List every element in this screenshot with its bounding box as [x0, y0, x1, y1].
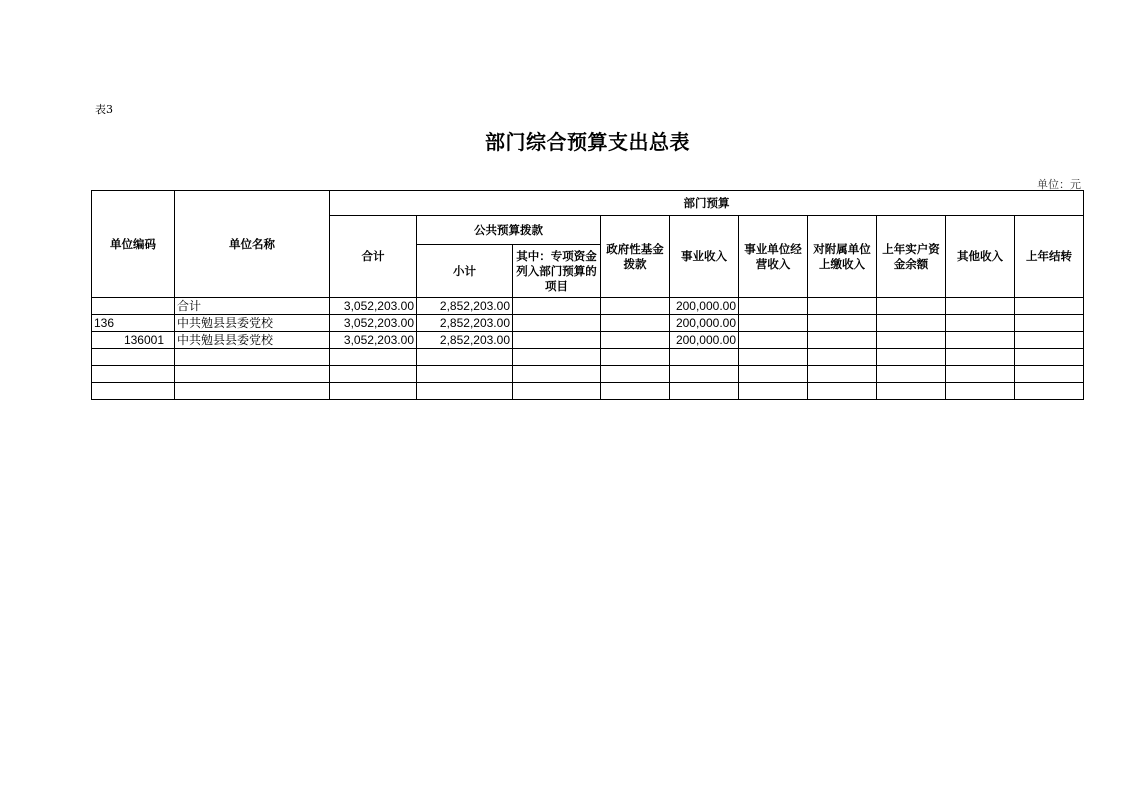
cell-other — [946, 315, 1015, 332]
header-prev-balance: 上年实户资金余额 — [877, 216, 946, 298]
header-dept-budget: 部门预算 — [330, 191, 1084, 216]
header-special-funds: 其中：专项资金列入部门预算的项目 — [513, 245, 601, 298]
page-title: 部门综合预算支出总表 — [485, 130, 690, 154]
cell-special — [513, 332, 601, 349]
budget-expenditure-table — [91, 190, 1084, 400]
cell-code — [92, 298, 175, 315]
header-other-income: 其他收入 — [946, 216, 1015, 298]
cell-gov-fund — [601, 298, 670, 315]
table-number: 表3 — [95, 103, 113, 116]
cell-code: 136001 — [92, 332, 175, 349]
header-total: 合计 — [330, 216, 417, 298]
cell-business: 200,000.00 — [670, 332, 739, 349]
empty-row — [92, 383, 1084, 400]
cell-prev-balance — [877, 315, 946, 332]
header-subordinate-income: 对附属单位上缴收入 — [808, 216, 877, 298]
cell-operating — [739, 315, 808, 332]
cell-subordinate — [808, 315, 877, 332]
cell-operating — [739, 298, 808, 315]
table-row — [92, 298, 1084, 315]
cell-gov-fund — [601, 332, 670, 349]
table-row — [92, 315, 1084, 332]
cell-operating — [739, 332, 808, 349]
header-business-income: 事业收入 — [670, 216, 739, 298]
header-operating-income: 事业单位经营收入 — [739, 216, 808, 298]
cell-gov-fund — [601, 315, 670, 332]
cell-subordinate — [808, 298, 877, 315]
cell-business: 200,000.00 — [670, 298, 739, 315]
cell-special — [513, 315, 601, 332]
cell-total: 3,052,203.00 — [330, 298, 417, 315]
cell-subtotal: 2,852,203.00 — [417, 332, 513, 349]
cell-other — [946, 332, 1015, 349]
header-unit-code: 单位编码 — [92, 191, 175, 298]
header-subtotal: 小计 — [417, 245, 513, 298]
cell-name: 合计 — [175, 298, 330, 315]
cell-business: 200,000.00 — [670, 315, 739, 332]
header-prev-carryover: 上年结转 — [1015, 216, 1084, 298]
header-public-budget: 公共预算拨款 — [417, 216, 601, 245]
cell-name: 中共勉县县委党校 — [175, 315, 330, 332]
unit-label: 单位：元 — [1037, 178, 1081, 191]
cell-name: 中共勉县县委党校 — [175, 332, 330, 349]
empty-row — [92, 349, 1084, 366]
cell-prev-balance — [877, 298, 946, 315]
cell-total: 3,052,203.00 — [330, 315, 417, 332]
cell-prev-balance — [877, 332, 946, 349]
header-gov-fund: 政府性基金拨款 — [601, 216, 670, 298]
header-unit-name: 单位名称 — [175, 191, 330, 298]
cell-carryover — [1015, 315, 1084, 332]
cell-subtotal: 2,852,203.00 — [417, 298, 513, 315]
cell-other — [946, 298, 1015, 315]
cell-carryover — [1015, 332, 1084, 349]
cell-code: 136 — [92, 315, 175, 332]
cell-carryover — [1015, 298, 1084, 315]
empty-row — [92, 366, 1084, 383]
table-row — [92, 332, 1084, 349]
cell-subtotal: 2,852,203.00 — [417, 315, 513, 332]
cell-total: 3,052,203.00 — [330, 332, 417, 349]
cell-special — [513, 298, 601, 315]
cell-subordinate — [808, 332, 877, 349]
